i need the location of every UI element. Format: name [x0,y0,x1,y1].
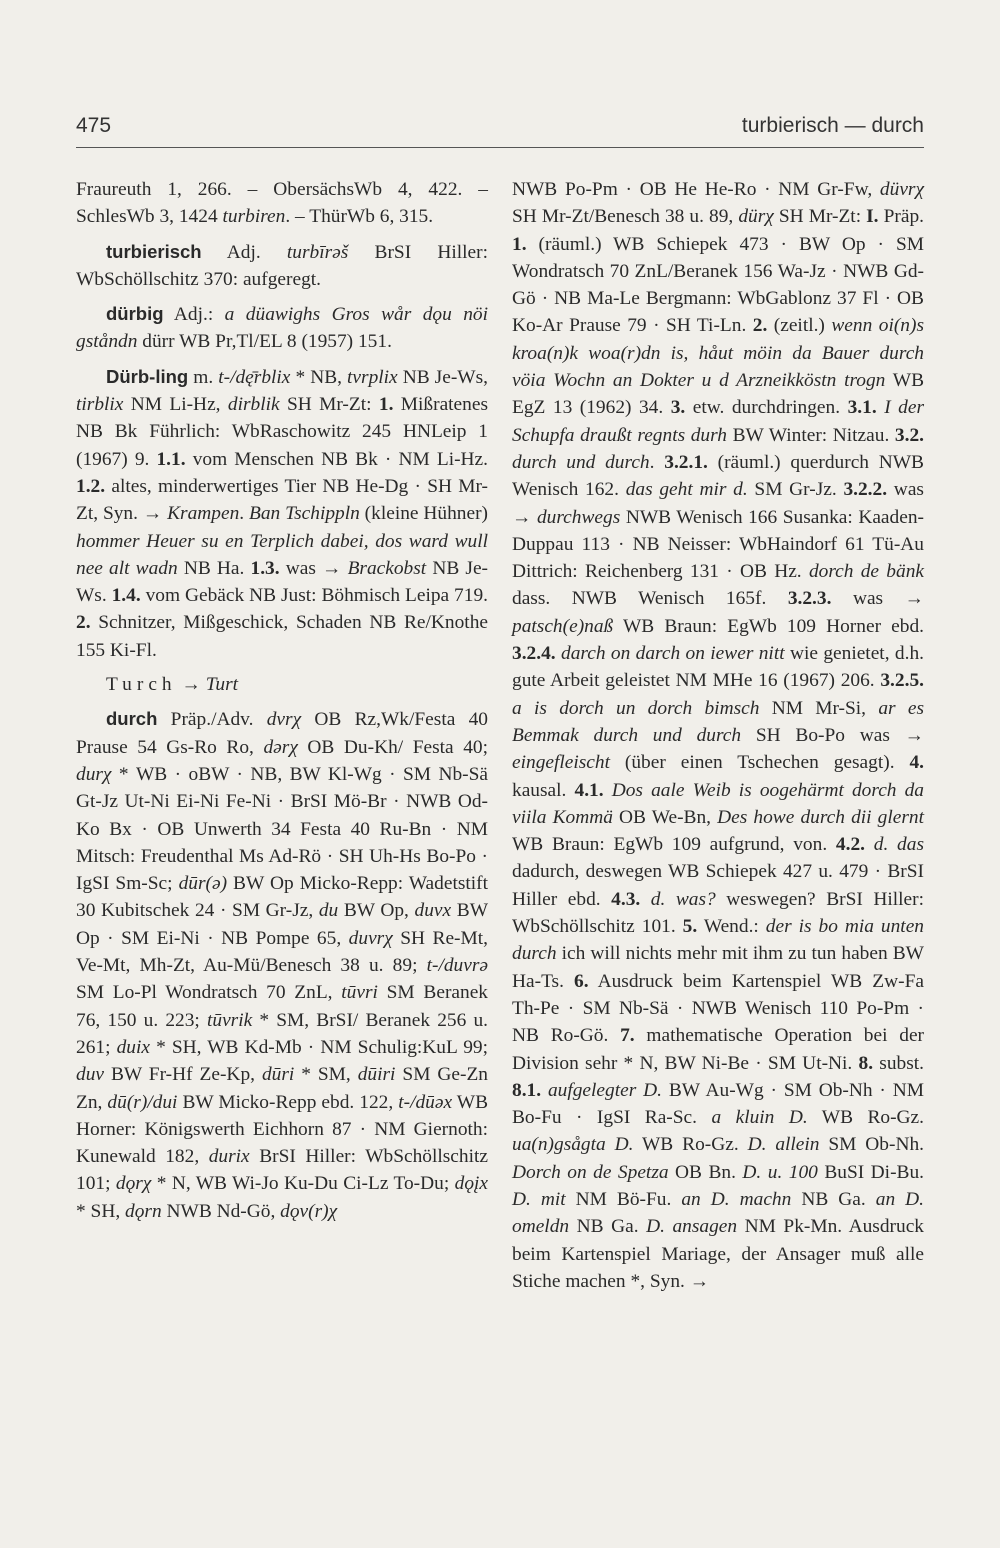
entry-durch: durch Präp./Adv. dvrχ OB Rz,Wk/Festa 40 Prause 54 Gs-Ro Ro, dərχ OB Du-Kh/ Festa 40; durχ * WB · oBW · NB, BW Kl-Wg · SM Nb-Sä Gt-Jz Ut-Ni Ei-Ni Fe-Ni · BrSI Mö-Br · NWB Od-Ko Bx · OB Unwerth 34 Festa 40 Ru-Bn · NM Mitsch: Freudenthal Ms Ad-Rö · SH Uh-Hs Bo-Po · IgSI Sm-Sc; dūr(ə) BW Op Micko-Repp: Wadetstift 30 Kubitschek 24 · SM Gr-Jz, du BW Op, duvx BW Op · SM Ei-Ni · NB Pompe 65, duvrχ SH Re-Mt, Ve-Mt, Mh-Zt, Au-Mü/Benesch 38 u. 89; t-/duvrə SM Lo-Pl Wondratsch 70 ZnL, tūvri SM Beranek 76, 150 u. 223; tūvrik * SM, BrSI/ Beranek 256 u. 261; duix * SH, WB Kd-Mb · NM Schulig:KuL 99; duv BW Fr-Hf Ze-Kp, dūri * SM, dūiri SM Ge-Zn Zn, dū(r)/dui BW Micko-Repp ebd. 122, t-/dūəx WB Horner: Königswerth Eichhorn 87 · NM Giernoth: Kunewald 182, durix BrSI Hiller: WbSchöllschitz 101; dǫrχ * N, WB Wi-Jo Ku-Du Ci-Lz To-Du; dǫįx * SH, dǫrn NWB Nd-Gö, dǫv(r)χ [76,708,489,1222]
entry-durch-continued: NWB Po-Pm · OB He He-Ro · NM Gr-Fw, düvrχ SH Mr-Zt/Benesch 38 u. 89, dürχ SH Mr-Zt: I. Präp. 1. (räuml.) WB Schiepek 473 · BW Op · SM Wondratsch 70 ZnL/Beranek 156 Wa-Jz · NWB Gd-Gö · NB Ma-Le Bergmann: WbGablonz 37 Fl · OB Ko-Ar Prause 79 · SH Ti-Ln. 2. (zeitl.) wenn oi(n)s kroa(n)k woa(r)dn is, håut möin da Bauer durch vöia Wochn an Dokter u d Arzneikköstn trogn WB EgZ 13 (1962) 34. 3. etw. durchdringen. 3.1. I der Schupfa draußt regnts durh BW Winter: Nitzau. 3.2. durch und durch. 3.2.1. (räuml.) querdurch NWB Wenisch 162. das geht mir d. SM Gr-Jz. 3.2.2. was → durchwegs NWB Wenisch 166 Susanka: Kaaden-Duppau 113 · NB Neisser: WbHaindorf 61 Tü-Au Dittrich: Reichenberg 131 · OB Hz. dorch de bänk dass. NWB Wenisch 165f. 3.2.3. was → patsch(e)naß WB Braun: EgWb 109 Horner ebd. 3.2.4. darch on darch on iewer nitt wie genietet, d.h. gute Arbeit geleistet NM MHe 16 (1967) 206. 3.2.5. a is dorch un dorch bimsch NM Mr-Si, ar es Bemmak durch und durch SH Bo-Po was → eingefleischt (über einen Tschechen gesagt). 4. kausal. 4.1. Dos aale Weib is oogehärmt dorch da viila Kommä OB We-Bn, Des howe durch dii glernt WB Braun: EgWb 109 aufgrund, von. 4.2. d. das dadurch, deswegen WB Schiepek 427 u. 479 · BrSI Hiller ebd. 4.3. d. was? weswegen? BrSI Hiller: WbSchöllschitz 101. 5. Wend.: der is bo mia unten durch ich will nichts mehr mit ihm zu tun haben BW Ha-Ts. 6. Ausdruck beim Kartenspiel WB Zw-Fa Th-Pe · SM Nb-Sä · NWB Wenisch 110 Po-Pm · NB Ro-Gö. 7. mathematische Operation bei der Division sehr * N, BW Ni-Be · SM Ut-Ni. 8. subst. 8.1. aufgelegter D. BW Au-Wg · SM Ob-Nh · NM Bo-Fu · IgSI Ra-Sc. a kluin D. WB Ro-Gz. ua(n)gsågta D. WB Ro-Gz. D. allein SM Ob-Nh. Dorch on de Spetza OB Bn. D. u. 100 BuSI Di-Bu. D. mit NM Bö-Fu. an D. machn NB Ga. an D. omeldn NB Ga. D. ansagen NM Pk-Mn. Ausdruck beim Kartenspiel Mariage, der Ansager muß alle Stiche machen *, Syn. → [512,179,925,1292]
running-head [76,114,924,148]
left-column [76,176,488,1232]
right-column [512,176,924,1302]
running-title: turbierisch — durch [741,114,924,137]
header-rule [76,147,924,148]
entry-duerbig: dürbig Adj.: a düawighs Gros wår dǫu nöi gståndn dürr WB Pr,Tl/EL 8 (1957) 151. [76,303,488,353]
entry-duerbling: Dürb-ling m. t-/dę̄rblix * NB, tvrplix NB Je-Ws, tirblix NM Li-Hz, dirblik SH Mr-Zt: 1. Mißratenes NB Bk Führlich: WbRaschowitz 245 HNLeip 1 (1967) 9. 1.1. vom Menschen NB Bk · NM Li-Hz. 1.2. altes, minderwertiges Tier NB He-Dg · SH Mr-Zt, Syn. → Krampen. Ban Tschippln (kleine Hühner) hommer Heuer su en Terplich dabei, dos ward wull nee alt wadn NB Ha. 1.3. was → Brackobst NB Je-Ws. 1.4. vom Gebäck NB Just: Böhmisch Leipa 719. 2. Schnitzer, Mißgeschick, Schaden NB Re/Knothe 155 Ki-Fl. [76,365,489,661]
page-number: 475 [76,114,112,137]
entry-turbierisch: turbierisch Adj. turbīrəš BrSI Hiller: WbSchöllschitz 370: aufgeregt. [76,240,488,290]
entry-turch: Turch → Turt [106,674,239,696]
entry-continuation: Fraureuth 1, 266. – ObersächsWb 4, 422. – SchlesWb 3, 1424 turbiren. – ThürWb 6, 315. [76,179,488,228]
